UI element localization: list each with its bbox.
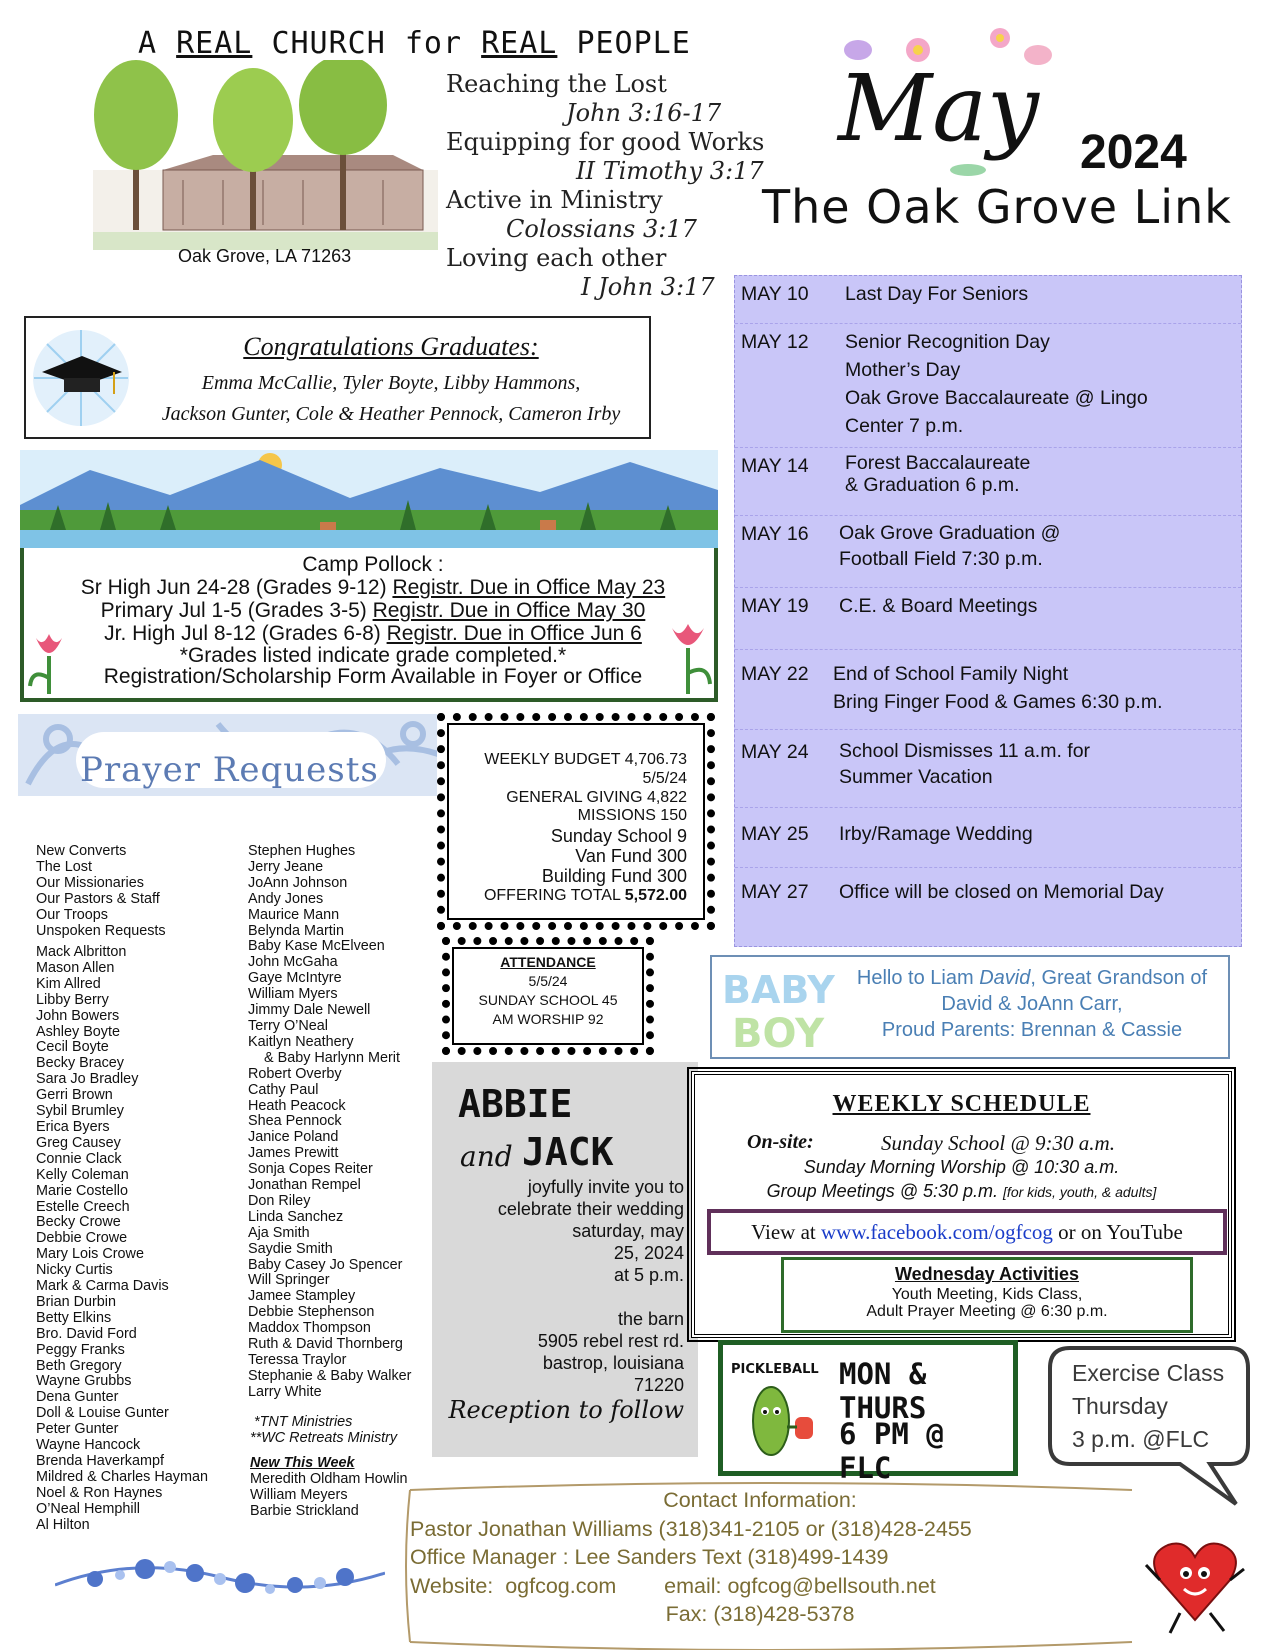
calendar-event — [735, 324, 1241, 448]
mission-ref: I John 3:17 — [581, 273, 715, 301]
slogan-word: A — [138, 26, 158, 61]
calendar-text: C.E. & Board Meetings — [839, 595, 1038, 617]
prayer-list-column-1: Mack Albritton Mason Allen Kim Allred Libby Berry John Bowers Ashley Boyte Cecil Boyte Becky Bracey Sara Jo Bradley Gerri Brown Sybil Brumley Erica Byers Greg Causey Connie Clack Kelly Coleman Marie Costello Estelle Creech Becky Crowe Debbie Crowe Mary Lois Crowe Nicky Curtis Mark & Carma Davis Brian Durbin Betty Elkins Bro. David Ford Peggy Franks Beth Gregory Wayne Grubbs Dena Gunter Doll & Louise Gunter Peter Gunter Wayne Hancock Brenda Haverkampf Mildred & Charles Hayman Noel & Ron Haynes O’Neal Hemphill Al Hilton — [36, 944, 208, 1533]
wedding-name-bride: ABBIE — [458, 1082, 573, 1126]
mission-title: Active in Ministry — [446, 186, 663, 214]
prayer-list-notes: *TNT Ministries **WC Retreats Ministry — [250, 1414, 398, 1446]
church-trees-illustration — [93, 60, 438, 250]
floral-decoration — [55, 1545, 385, 1605]
wednesday-line: Adult Prayer Meeting @ 6:30 p.m. — [866, 1303, 1108, 1320]
attendance-date: 5/5/24 — [528, 973, 568, 989]
attendance-box — [442, 937, 654, 1055]
slogan — [138, 26, 798, 61]
attendance-sunday-school: SUNDAY SCHOOL 45 — [478, 992, 618, 1008]
mission-statement — [446, 70, 776, 302]
budget-building-fund: Building Fund 300 — [541, 866, 687, 886]
camp-jr-high — [24, 622, 722, 646]
facebook-link[interactable]: www.facebook.com/ogfcog — [821, 1220, 1053, 1244]
baby-announcement — [710, 955, 1230, 1059]
calendar-event — [735, 808, 1241, 868]
baby-message — [840, 965, 1224, 1043]
baby-boy-graphic — [718, 963, 840, 1053]
mission-ref: John 3:16-17 — [566, 99, 722, 127]
schedule-view-online — [707, 1209, 1227, 1255]
wedding-details: joyfully invite you to celebrate their wedding saturday, may 25, 2024 at 5 p.m. the barn 5905 rebel rest rd. bastrop, louisiana 71220 — [497, 1177, 684, 1395]
calendar-date: MAY 22 — [741, 663, 809, 685]
calendar-event — [735, 516, 1241, 588]
graduates-line: Emma McCallie, Tyler Boyte, Libby Hammons, — [201, 372, 581, 394]
slogan-word: CHURCH for — [271, 26, 463, 61]
calendar-date: MAY 25 — [741, 823, 809, 845]
offering-label: OFFERING TOTAL — [483, 887, 625, 904]
baby-graphic-line1: BABY — [722, 968, 835, 1012]
calendar-date: MAY 27 — [741, 881, 809, 903]
attendance-title: ATTENDANCE — [500, 954, 596, 970]
budget-general-giving: GENERAL GIVING 4,822 — [506, 789, 687, 806]
running-heart-icon — [1140, 1525, 1250, 1640]
camp-title: Camp Pollock : — [302, 553, 444, 576]
camp-sr-high — [24, 576, 722, 600]
camp-dates: Sr High Jun 24-28 (Grades 9-12) — [80, 576, 393, 599]
wedding-reception: Reception to follow — [448, 1396, 684, 1424]
schedule-title: WEEKLY SCHEDULE — [832, 1091, 1091, 1117]
calendar-text: Oak Grove Graduation @ Football Field 7:30 p.m. — [839, 522, 1061, 570]
mission-ref: II Timothy 3:17 — [576, 157, 764, 185]
mission-title: Reaching the Lost — [446, 70, 667, 98]
new-this-week-list: Meredith Oldham Howlin William Meyers Barbie Strickland — [250, 1471, 408, 1519]
wedding-invitation — [432, 1062, 698, 1457]
slogan-word: PEOPLE — [576, 26, 691, 61]
contact-fax: Fax: (318)428-5378 — [665, 1602, 855, 1627]
baby-line — [840, 965, 1224, 991]
camp-deadline: Registr. Due in Office May 23 — [392, 576, 666, 599]
graduates-box — [24, 316, 651, 439]
camp-primary — [24, 599, 722, 623]
calendar-text: School Dismisses 11 a.m. for Summer Vacation — [839, 740, 1091, 788]
contact-pastor: Pastor Jonathan Williams (318)341-2105 or (318)428-2455 — [410, 1516, 972, 1541]
weekly-budget-box — [437, 713, 715, 930]
camp-form: Registration/Scholarship Form Available in Foyer or Office — [103, 665, 643, 688]
budget-van-fund: Van Fund 300 — [575, 846, 687, 866]
baby-line: Proud Parents: Brennan & Cassie — [881, 1019, 1183, 1041]
contact-information — [410, 1486, 1110, 1629]
new-this-week-title: New This Week — [250, 1455, 355, 1471]
pickleball-art-label: PICKLEBALL — [731, 1362, 819, 1377]
schedule-groups-note: [for kids, youth, & adults] — [1003, 1184, 1157, 1200]
camp-landscape-illustration — [20, 450, 718, 550]
mission-title: Loving each other — [446, 244, 667, 272]
calendar-date: MAY 24 — [741, 741, 809, 763]
calendar-text: Last Day For Seniors — [845, 283, 1029, 305]
prayer-requests-title: Prayer Requests — [80, 750, 379, 790]
exercise-class: Exercise Class Thursday 3 p.m. @FLC — [1072, 1360, 1225, 1452]
calendar-date: MAY 16 — [741, 523, 809, 545]
prayer-list-general: New Converts The Lost Our Missionaries Our Pastors & Staff Our Troops Unspoken Requests — [36, 843, 166, 939]
camp-pollock-box — [20, 548, 718, 702]
newsletter-masthead: The Oak Grove Link — [762, 180, 1232, 234]
contact-title: Contact Information: — [663, 1488, 857, 1512]
budget-missions: MISSIONS 150 — [577, 807, 687, 824]
calendar-event — [735, 650, 1241, 730]
attendance-worship: AM WORSHIP 92 — [492, 1011, 604, 1027]
contact-web-email: Website: ogfcog.com email: ogfcog@bellsouth.net — [410, 1573, 936, 1598]
budget-offering-total — [484, 887, 687, 905]
may-word-text: May — [838, 55, 1040, 162]
calendar-date: MAY 12 — [741, 331, 809, 353]
calendar-text: End of School Family Night Bring Finger Food & Games 6:30 p.m. — [833, 663, 1163, 713]
slogan-word: REAL — [481, 26, 558, 61]
pickleball-icon — [729, 1351, 829, 1467]
may-script-logo — [818, 20, 1078, 180]
calendar-text: Forest Baccalaureate & Graduation 6 p.m. — [845, 452, 1031, 496]
mission-ref: Colossians 3:17 — [506, 215, 697, 243]
pickleball-box — [718, 1340, 1018, 1485]
schedule-groups — [695, 1181, 1228, 1202]
baby-graphic-line2: BOY — [732, 1011, 825, 1053]
calendar-event — [735, 588, 1241, 650]
graduates-line: Jackson Gunter, Cole & Heather Pennock, Cameron Irby — [161, 403, 621, 425]
wedding-and: and — [460, 1140, 513, 1173]
wednesday-title: Wednesday Activities — [894, 1264, 1080, 1284]
tulip-icon — [664, 618, 712, 694]
pickleball-days: MON & THURS — [839, 1357, 927, 1425]
may-calendar — [734, 275, 1242, 947]
calendar-event — [735, 868, 1241, 946]
offering-value: 5,572.00 — [624, 887, 687, 904]
wedding-name-groom: JACK — [522, 1130, 614, 1174]
contact-office: Office Manager : Lee Sanders Text (318)499-1439 — [410, 1545, 889, 1570]
graduates-title: Congratulations Graduates: — [243, 332, 539, 361]
pickleball-time: 6 PM @ FLC — [839, 1417, 944, 1485]
camp-note: *Grades listed indicate grade completed.* — [179, 644, 567, 667]
calendar-text: Irby/Ramage Wedding — [839, 823, 1033, 845]
schedule-worship: Sunday Morning Worship @ 10:30 a.m. — [803, 1157, 1120, 1177]
graduation-cap-icon — [32, 324, 130, 432]
tulip-icon — [28, 628, 70, 694]
mission-title: Equipping for good Works — [446, 128, 765, 156]
budget-sunday-school: Sunday School 9 — [550, 826, 687, 846]
prayer-list-column-2: Stephen Hughes Jerry Jeane JoAnn Johnson Andy Jones Maurice Mann Belynda Martin Baby Kase McElveen John McGaha Gaye McIntyre William Myers Jimmy Dale Newell Terry O’Neal Kaitlyn Neathery & Baby Harlynn Merit Robert Overby Cathy Paul Heath Peacock Shea Pennock Janice Poland James Prewitt Sonja Copes Reiter Jonathan Rempel Don Riley Linda Sanchez Aja Smith Saydie Smith Baby Casey Jo Spencer Will Springer Jamee Stampley Debbie Stephenson Maddox Thompson Ruth & David Thornberg Teressa Traylor Stephanie & Baby Walker Larry White — [248, 843, 412, 1400]
camp-deadline: Registr. Due in Office Jun 6 — [386, 622, 642, 645]
weekly-schedule-box — [691, 1071, 1232, 1338]
camp-deadline: Registr. Due in Office May 30 — [372, 599, 646, 622]
baby-line-post: , Great Grandson of — [1030, 967, 1208, 989]
calendar-event — [735, 276, 1241, 324]
baby-middle-name: David — [979, 967, 1031, 989]
calendar-text: Office will be closed on Memorial Day — [839, 881, 1164, 903]
calendar-event — [735, 730, 1241, 808]
calendar-date: MAY 10 — [741, 283, 809, 305]
graduates-names — [136, 368, 646, 430]
baby-line-pre: Hello to Liam — [856, 967, 980, 989]
calendar-event — [735, 448, 1241, 516]
newsletter-year: 2024 — [1080, 126, 1187, 179]
budget-weekly: WEEKLY BUDGET 4,706.73 — [484, 751, 687, 768]
schedule-onsite-label: On-site: — [747, 1131, 814, 1153]
wednesday-activities — [781, 1257, 1193, 1333]
calendar-date: MAY 19 — [741, 595, 809, 617]
budget-date: 5/5/24 — [642, 770, 687, 787]
camp-dates: Primary Jul 1-5 (Grades 3-5) — [100, 599, 373, 622]
view-post: or on YouTube — [1052, 1220, 1183, 1244]
calendar-text: Senior Recognition Day Mother’s Day Oak Grove Baccalaureate @ Lingo Center 7 p.m. — [845, 331, 1148, 437]
baby-line: David & JoAnn Carr, — [941, 993, 1123, 1015]
wednesday-line: Youth Meeting, Kids Class, — [891, 1286, 1083, 1303]
schedule-sunday-school: Sunday School @ 9:30 a.m. — [881, 1131, 1115, 1155]
schedule-groups-text: Group Meetings @ 5:30 p.m. — [766, 1181, 1004, 1201]
church-address: Oak Grove, LA 71263 — [178, 246, 352, 266]
camp-dates: Jr. High Jul 8-12 (Grades 6-8) — [104, 622, 387, 645]
calendar-date: MAY 14 — [741, 455, 809, 477]
slogan-word: REAL — [176, 26, 253, 61]
view-pre: View at — [751, 1220, 822, 1244]
